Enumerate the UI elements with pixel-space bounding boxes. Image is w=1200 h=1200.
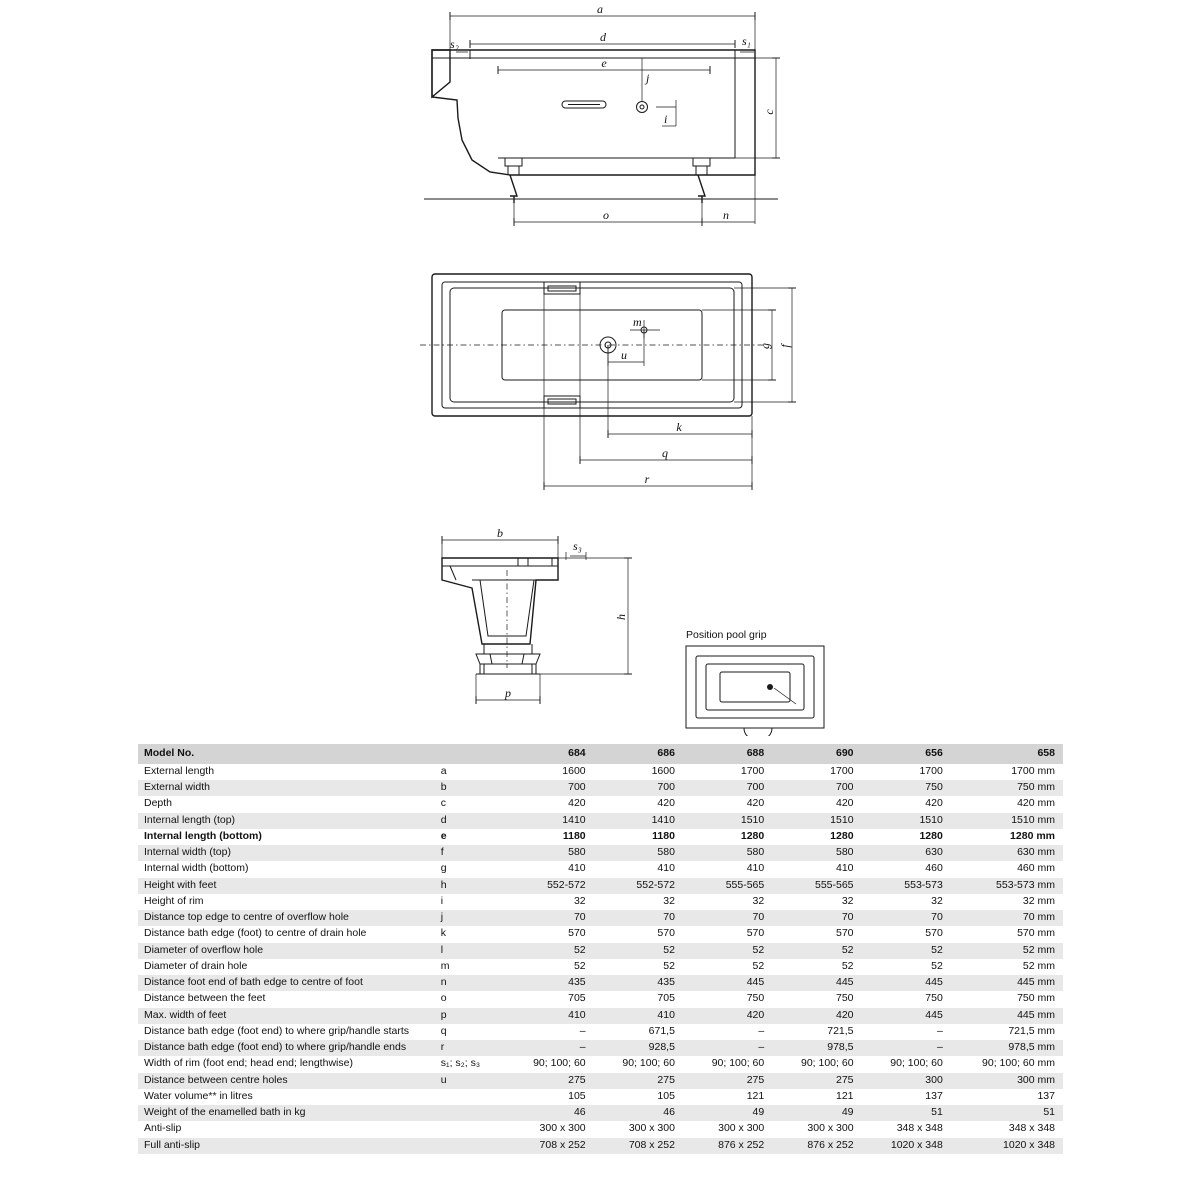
header-model-690: 690	[774, 744, 863, 764]
row-value: 1180	[562, 829, 586, 842]
row-symbol: h	[437, 878, 507, 894]
row-label: Distance foot end of bath edge to centre of foot	[138, 975, 437, 991]
side-view-drawing	[410, 0, 810, 250]
table-row	[138, 959, 1063, 975]
row-value: 105	[568, 1089, 586, 1102]
row-value: 750	[746, 992, 765, 1005]
row-value: 52	[506, 943, 595, 959]
row-value: 445	[685, 975, 774, 991]
row-value: 420	[568, 797, 586, 810]
table-header-row	[138, 744, 1063, 764]
row-value: 460	[925, 862, 943, 875]
row-value: 1280	[740, 829, 765, 842]
dim-label-i: i	[664, 112, 668, 126]
table-row	[138, 1073, 1063, 1089]
row-value: 445	[864, 1008, 953, 1024]
row-value: 700	[506, 780, 595, 796]
row-value: 90; 100; 60	[890, 1057, 943, 1070]
row-symbol	[437, 1138, 507, 1154]
dim-label-c: c	[762, 109, 776, 115]
row-value: 52	[864, 943, 953, 959]
spec-table-body	[138, 744, 1063, 1154]
row-value: 435	[596, 975, 685, 991]
row-value: 1280 mm	[1010, 829, 1055, 842]
row-value: 580	[685, 845, 774, 861]
row-value: –	[758, 1024, 765, 1037]
row-value: 300 mm	[953, 1073, 1063, 1089]
row-symbol: l	[437, 943, 507, 959]
row-value: 32	[663, 894, 675, 907]
row-value: 705	[568, 992, 586, 1005]
row-value: 1700	[919, 764, 943, 777]
row-value: 121	[836, 1089, 854, 1102]
row-label: Internal length (top)	[138, 813, 437, 829]
row-label: Height with feet	[138, 878, 437, 894]
row-symbol: o	[440, 992, 447, 1005]
row-value: 420	[774, 1008, 863, 1024]
row-label: Distance between the feet	[144, 992, 266, 1005]
row-value: 700	[774, 780, 863, 796]
table-row	[138, 991, 1063, 1007]
row-value: 750	[864, 780, 953, 796]
row-value: 32 mm	[1022, 894, 1055, 907]
row-value: 410	[596, 1008, 685, 1024]
row-value: 52	[685, 943, 774, 959]
row-symbol: d	[437, 813, 507, 829]
row-value: 49	[685, 1105, 774, 1121]
row-value: 700	[685, 780, 774, 796]
dim-label-m: m	[633, 315, 642, 329]
row-value: 32	[752, 894, 765, 907]
row-value: 1280	[919, 829, 943, 842]
row-value: 410	[836, 862, 854, 875]
row-value: 1510 mm	[953, 813, 1063, 829]
row-value: 460 mm	[1017, 862, 1055, 875]
header-model-no: Model No.	[138, 744, 437, 764]
row-symbol: m	[440, 959, 450, 972]
table-row	[138, 975, 1063, 991]
table-row	[138, 910, 1063, 926]
row-value: 1510	[774, 813, 863, 829]
header-model-686: 686	[596, 744, 685, 764]
table-row	[138, 926, 1063, 942]
row-value: 445 mm	[953, 975, 1063, 991]
row-value: 630 mm	[953, 845, 1063, 861]
row-value: 90; 100; 60	[622, 1057, 675, 1070]
row-value: 275	[596, 1073, 685, 1089]
row-label: External width	[138, 780, 437, 796]
row-value: 1600	[651, 764, 675, 777]
row-label: Anti-slip	[144, 1122, 182, 1135]
dim-label-s2: s₂	[450, 37, 459, 51]
header-model-688: 688	[685, 744, 774, 764]
row-value: 90; 100; 60	[533, 1057, 586, 1070]
row-value: 70	[506, 910, 595, 926]
header-model-656: 656	[864, 744, 953, 764]
row-value: 300 x 300	[539, 1122, 586, 1135]
row-value: 420	[836, 797, 854, 810]
row-value: 570	[836, 927, 854, 940]
row-value: 708 x 252	[506, 1138, 595, 1154]
row-value: 876 x 252	[685, 1138, 774, 1154]
row-value: 52	[931, 959, 943, 972]
row-value: 52	[774, 943, 863, 959]
row-value: 49	[774, 1105, 863, 1121]
table-row	[138, 1121, 1063, 1137]
row-value: 978,5	[774, 1040, 863, 1056]
row-value: 52	[596, 943, 685, 959]
row-value: 51	[953, 1105, 1063, 1121]
row-value: 750	[836, 992, 854, 1005]
dim-label-e: e	[601, 56, 607, 70]
row-value: 420	[925, 797, 943, 810]
row-value: 1020 x 348	[864, 1138, 953, 1154]
row-value: 876 x 252	[774, 1138, 863, 1154]
row-value: 700	[596, 780, 685, 796]
row-label: Diameter of overflow hole	[138, 943, 437, 959]
header-model-658: 658	[953, 744, 1063, 764]
row-value: 570	[568, 927, 586, 940]
row-value: 1410	[506, 813, 595, 829]
row-value: 70	[864, 910, 953, 926]
row-value: 300 x 300	[807, 1122, 854, 1135]
table-row	[138, 861, 1063, 877]
row-value: 445	[864, 975, 953, 991]
row-value: 90; 100; 60	[711, 1057, 765, 1070]
table-row	[138, 894, 1063, 910]
row-label: Diameter of drain hole	[144, 959, 248, 972]
row-label: Depth	[144, 797, 173, 810]
row-label: Distance bath edge (foot end) to where grip/handle ends	[138, 1040, 437, 1056]
row-value: 137	[925, 1089, 943, 1102]
row-symbol: u	[437, 1073, 507, 1089]
row-value: 552-572	[506, 878, 595, 894]
row-symbol: f	[437, 845, 507, 861]
row-label: External length	[144, 764, 215, 777]
row-value: 121	[746, 1089, 765, 1102]
dim-label-d: d	[600, 30, 606, 44]
row-value: 410	[506, 1008, 595, 1024]
row-value: 555-565	[774, 878, 863, 894]
row-value: 721,5	[827, 1024, 854, 1037]
row-value: 928,5	[596, 1040, 685, 1056]
table-row	[138, 796, 1063, 812]
row-value: –	[936, 1024, 943, 1037]
row-value: 410	[657, 862, 675, 875]
row-value: 553-573 mm	[953, 878, 1063, 894]
row-value: 275	[506, 1073, 595, 1089]
row-label: Width of rim (foot end; head end; lengthwise)	[144, 1057, 353, 1070]
row-value: 46	[506, 1105, 595, 1121]
row-value: 1410	[596, 813, 685, 829]
row-symbol: a	[440, 764, 447, 777]
row-symbol: q	[440, 1024, 447, 1037]
row-symbol: c	[440, 797, 447, 810]
row-value: 420	[685, 1008, 774, 1024]
specification-table	[138, 744, 1063, 1154]
row-value: 70	[774, 910, 863, 926]
table-row	[138, 1089, 1063, 1105]
table-row	[138, 1024, 1063, 1040]
row-value: 553-573	[864, 878, 953, 894]
row-value: 1600	[562, 764, 586, 777]
row-value: 555-565	[685, 878, 774, 894]
row-label: Height of rim	[144, 894, 204, 907]
row-symbol	[437, 1089, 507, 1105]
dim-label-u: u	[621, 348, 627, 362]
table-row	[138, 813, 1063, 829]
row-value: 1020 x 348	[953, 1138, 1063, 1154]
row-value: 445	[774, 975, 863, 991]
row-value: 570	[746, 927, 765, 940]
table-row	[138, 943, 1063, 959]
row-symbol: g	[440, 862, 447, 875]
row-value: 1510	[864, 813, 953, 829]
header-model-684: 684	[506, 744, 595, 764]
dim-label-f: f	[778, 344, 792, 348]
row-value: 137	[1037, 1089, 1055, 1102]
table-row	[138, 845, 1063, 861]
dim-label-a: a	[597, 2, 603, 16]
row-label: Weight of the enamelled bath in kg	[138, 1105, 437, 1121]
row-value: 1700 mm	[1011, 764, 1055, 777]
row-value: 105	[657, 1089, 675, 1102]
row-symbol: i	[440, 894, 444, 907]
row-value: 630	[864, 845, 953, 861]
row-value: –	[864, 1040, 953, 1056]
row-symbol: r	[437, 1040, 507, 1056]
dim-label-g: g	[758, 343, 772, 349]
pool-grip-diagram	[684, 626, 864, 736]
row-symbol	[437, 1121, 507, 1137]
table-row	[138, 878, 1063, 894]
row-value: 348 x 348	[1008, 1122, 1055, 1135]
row-label: Distance bath edge (foot) to centre of drain hole	[144, 927, 367, 940]
row-value: 52	[752, 959, 765, 972]
row-value: 70 mm	[953, 910, 1063, 926]
row-value: 570 mm	[1017, 927, 1055, 940]
table-row	[138, 780, 1063, 796]
row-label: Distance top edge to centre of overflow hole	[138, 910, 437, 926]
row-value: 552-572	[596, 878, 685, 894]
row-value: 52 mm	[1022, 959, 1055, 972]
row-value: 52	[841, 959, 854, 972]
row-value: 750	[925, 992, 943, 1005]
row-value: 1510	[685, 813, 774, 829]
row-value: 570	[925, 927, 943, 940]
row-symbol: p	[437, 1008, 507, 1024]
row-label: Max. width of feet	[138, 1008, 437, 1024]
row-value: 750 mm	[1017, 992, 1055, 1005]
row-value: 1180	[652, 829, 675, 842]
row-value: 420	[657, 797, 675, 810]
row-value: 671,5	[648, 1024, 675, 1037]
row-value: 705	[657, 992, 675, 1005]
row-value: 978,5 mm	[953, 1040, 1063, 1056]
dim-label-o: o	[603, 208, 609, 222]
row-value: –	[685, 1040, 774, 1056]
dim-label-k: k	[676, 420, 682, 434]
row-label: Internal width (bottom)	[144, 862, 249, 875]
pool-grip-caption: Position pool grip	[686, 629, 767, 641]
row-value: 90; 100; 60 mm	[982, 1057, 1055, 1070]
row-value: 580	[596, 845, 685, 861]
row-value: 410	[568, 862, 586, 875]
row-value: 275	[685, 1073, 774, 1089]
table-row	[138, 1138, 1063, 1154]
row-value: 750 mm	[953, 780, 1063, 796]
end-view-drawing	[410, 518, 670, 718]
table-row	[138, 1056, 1063, 1072]
row-value: 32	[841, 894, 854, 907]
row-value: 410	[746, 862, 765, 875]
row-value: 32	[573, 894, 586, 907]
row-symbol: s₁; s₂; s₃	[440, 1057, 481, 1070]
dim-label-b: b	[497, 526, 503, 540]
row-value: 348 x 348	[896, 1122, 943, 1135]
dim-label-p: p	[505, 686, 511, 700]
row-symbol: e	[440, 829, 447, 842]
row-label: Internal length (bottom)	[144, 829, 262, 842]
row-value: 70	[685, 910, 774, 926]
row-value: –	[506, 1040, 595, 1056]
row-value: 70	[596, 910, 685, 926]
row-value: 580	[506, 845, 595, 861]
row-symbol: b	[437, 780, 507, 796]
row-symbol: n	[437, 975, 507, 991]
dim-label-r: r	[644, 472, 650, 486]
row-label: Distance between centre holes	[138, 1073, 437, 1089]
dim-label-s1: s₁	[742, 34, 751, 48]
dim-label-q: q	[662, 446, 668, 460]
row-symbol: k	[440, 927, 447, 940]
row-value: 275	[774, 1073, 863, 1089]
dim-label-n: n	[723, 208, 729, 222]
top-view-drawing	[420, 268, 820, 508]
row-label: Internal width (top)	[138, 845, 437, 861]
row-label: Full anti-slip	[138, 1138, 437, 1154]
row-value: 51	[864, 1105, 953, 1121]
row-value: –	[579, 1024, 586, 1037]
row-symbol	[437, 1105, 507, 1121]
row-value: 420 mm	[1017, 797, 1055, 810]
table-row	[138, 1008, 1063, 1024]
row-value: 1280	[830, 829, 854, 842]
row-value: 90; 100; 60	[800, 1057, 854, 1070]
row-symbol: j	[437, 910, 507, 926]
row-value: 570	[657, 927, 675, 940]
row-value: 420	[746, 797, 765, 810]
row-value: 1700	[830, 764, 854, 777]
row-value: 300	[864, 1073, 953, 1089]
row-label: Distance bath edge (foot end) to where grip/handle starts	[144, 1024, 409, 1037]
row-value: 435	[506, 975, 595, 991]
table-row	[138, 764, 1063, 780]
row-value: 52	[573, 959, 586, 972]
dim-label-s3: s₃	[573, 539, 582, 553]
table-row	[138, 1105, 1063, 1121]
row-value: 721,5 mm	[1008, 1024, 1055, 1037]
row-value: 300 x 300	[718, 1122, 765, 1135]
row-value: 32	[931, 894, 943, 907]
row-value: 580	[774, 845, 863, 861]
dim-label-j: j	[646, 71, 650, 85]
row-value: 46	[596, 1105, 685, 1121]
row-value: 300 x 300	[628, 1122, 675, 1135]
header-symbol	[437, 744, 507, 764]
row-value: 445 mm	[953, 1008, 1063, 1024]
table-row	[138, 829, 1063, 845]
row-value: 52	[663, 959, 675, 972]
row-value: 708 x 252	[596, 1138, 685, 1154]
dim-label-h: h	[614, 614, 628, 620]
row-label: Water volume** in litres	[144, 1089, 253, 1102]
row-value: 52 mm	[953, 943, 1063, 959]
table-row	[138, 1040, 1063, 1056]
row-value: 1700	[740, 764, 765, 777]
